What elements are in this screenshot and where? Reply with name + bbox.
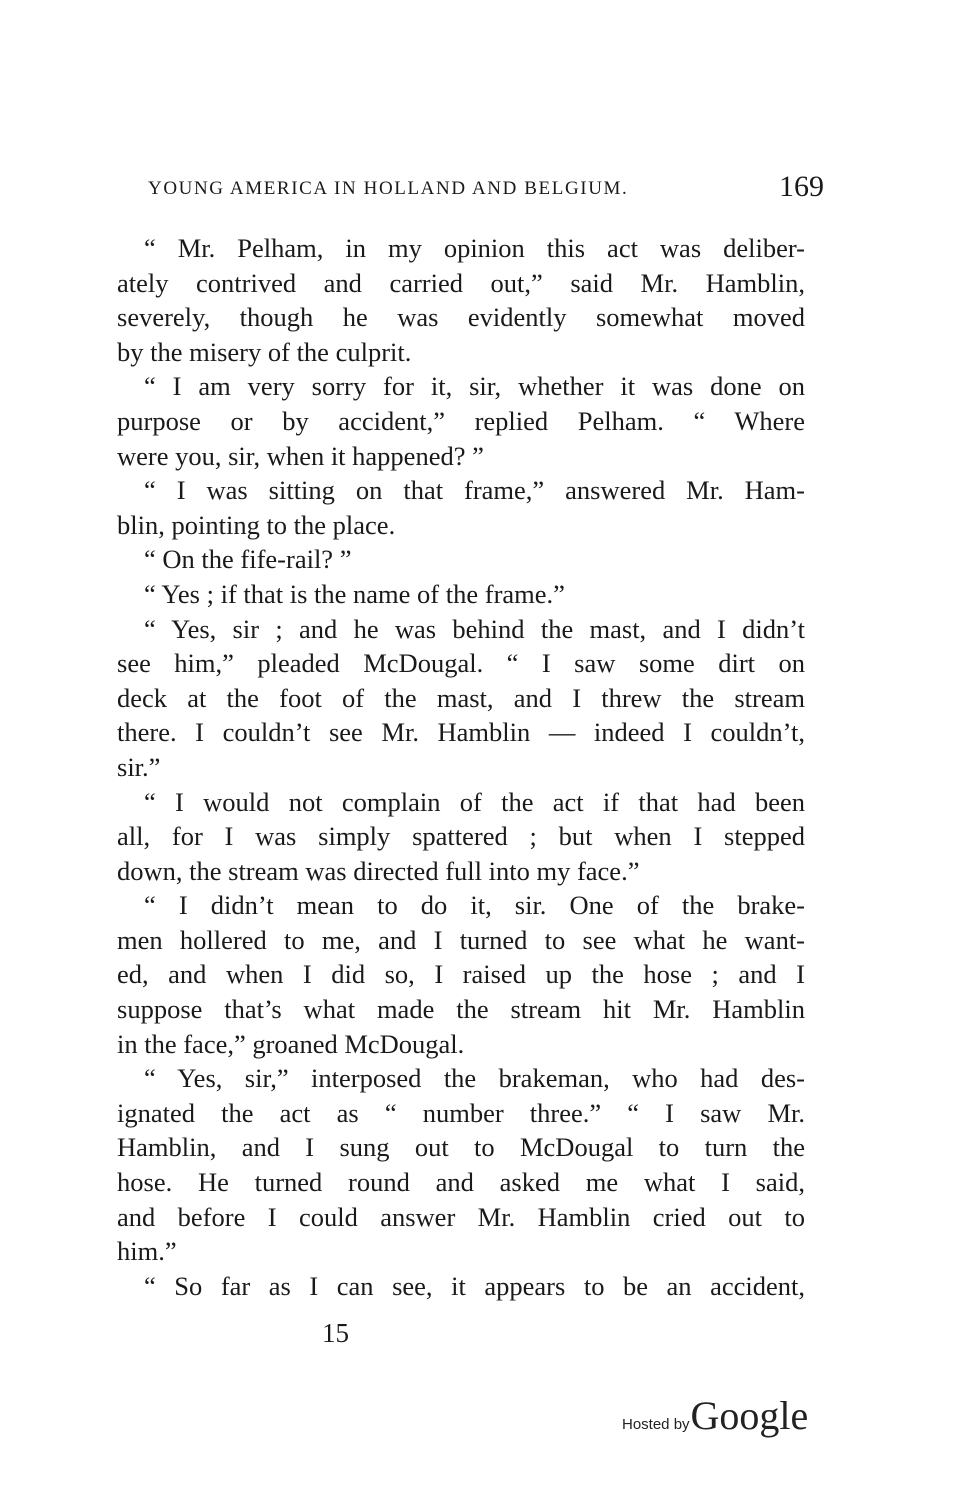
signature-mark: 15 xyxy=(322,1318,349,1348)
paragraph-first-line: “ Yes, sir,” interposed the brakeman, who had des- xyxy=(144,1063,805,1094)
paragraph-first-line: “ I would not complain of the act if that had been xyxy=(144,786,805,817)
paragraph-line: deck at the foot of the mast, and I threw the stream xyxy=(117,682,805,713)
paragraph-line: hose. He turned round and asked me what I said, xyxy=(117,1167,805,1198)
paragraph-first-line: “ I didn’t mean to do it, sir. One of the brake- xyxy=(144,890,805,921)
paragraph-line: see him,” pleaded McDougal. “ I saw some dirt on xyxy=(117,648,805,679)
paragraph-line: severely, though he was evidently somewhat moved xyxy=(117,302,805,333)
paragraph-line: ignated the act as “ number three.” “ I saw Mr. xyxy=(117,1097,805,1128)
paragraph-first-line: “ On the fife-rail? ” xyxy=(144,544,352,575)
paragraph-line: and before I could answer Mr. Hamblin cried out to xyxy=(117,1201,805,1232)
paragraph-first-line: “ Mr. Pelham, in my opinion this act was deliber- xyxy=(144,233,805,263)
body-text xyxy=(117,231,805,1303)
paragraph-first-line: “ Yes, sir ; and he was behind the mast, and I didn’t xyxy=(144,613,805,644)
running-title: YOUNG AMERICA IN HOLLAND AND BELGIUM. xyxy=(148,178,629,199)
page-number: 169 xyxy=(779,170,824,203)
paragraph-line: ately contrived and carried out,” said Mr. Hamblin, xyxy=(117,267,805,298)
paragraph-line: sir.” xyxy=(117,751,161,782)
hosted-by-watermark xyxy=(622,1392,808,1442)
paragraph-line: by the misery of the culprit. xyxy=(117,336,412,367)
paragraph-line: in the face,” groaned McDougal. xyxy=(117,1028,465,1059)
hosted-by-label: Hosted by xyxy=(622,1416,690,1433)
paragraph-first-line: “ Yes ; if that is the name of the frame.” xyxy=(144,578,565,609)
paragraph-line: him.” xyxy=(117,1236,177,1267)
running-head xyxy=(148,172,824,206)
paragraph-line: were you, sir, when it happened? ” xyxy=(117,440,484,471)
paragraph-line: ed, and when I did so, I raised up the hose ; and I xyxy=(117,959,805,990)
paragraph-line: blin, pointing to the place. xyxy=(117,509,396,540)
paragraph-line: all, for I was simply spattered ; but when I stepped xyxy=(117,821,805,852)
paragraph-line: there. I couldn’t see Mr. Hamblin — indeed I couldn’t, xyxy=(117,717,805,748)
paragraph-first-line: “ So far as I can see, it appears to be an accident, xyxy=(144,1270,805,1301)
paragraph-first-line: “ I was sitting on that frame,” answered Mr. Ham- xyxy=(144,475,805,506)
paragraph-line: men hollered to me, and I turned to see what he want- xyxy=(117,924,805,955)
paragraph-first-line: “ I am very sorry for it, sir, whether it was done on xyxy=(144,371,805,402)
paragraph-line: down, the stream was directed full into my face.” xyxy=(117,855,640,886)
paragraph-line: Hamblin, and I sung out to McDougal to turn the xyxy=(117,1132,805,1163)
google-logo-text: Google xyxy=(690,1393,809,1438)
paragraph-line: suppose that’s what made the stream hit Mr. Hamblin xyxy=(117,994,805,1025)
paragraph-line: purpose or by accident,” replied Pelham. “ Where xyxy=(117,405,805,436)
